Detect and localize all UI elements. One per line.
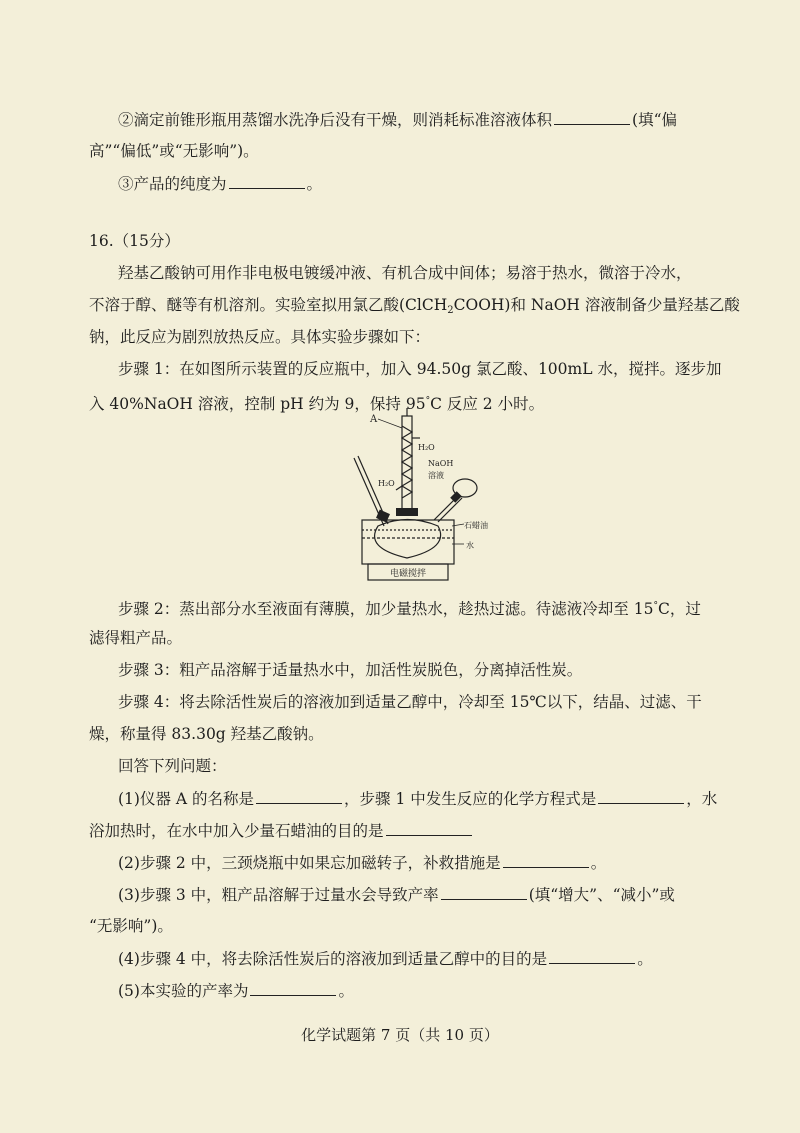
q16-step2-text-2: 滤得粗产品。 <box>89 629 183 647</box>
q16-step2-text-1a: 步骤 2：蒸出部分水至液面有薄膜，加少量热水，趁热过滤。待滤液冷却至 15 <box>118 600 654 618</box>
q16-degree-sign-2: ° <box>653 601 658 611</box>
label-water: 水 <box>466 541 474 550</box>
q16-part3-text-a: (3)步骤 3 中，粗产品溶解于过量水会导致产率 <box>118 886 439 904</box>
q16-part3-line1 <box>118 883 675 906</box>
answer-blank[interactable] <box>250 979 336 996</box>
answer-blank[interactable] <box>229 172 305 189</box>
q16-degree-sign: ° <box>425 396 431 406</box>
q16-intro-text-3: 钠，此反应为剧烈放热反应。具体实验步骤如下： <box>89 328 431 346</box>
answer-blank[interactable] <box>549 947 635 964</box>
q15-item2-text: ②滴定前锥形瓶用蒸馏水洗净后没有干燥，则消耗标准溶液体积 <box>118 111 553 129</box>
q16-part4-text: (4)步骤 4 中，将去除活性炭后的溶液加到适量乙醇中的目的是 <box>118 950 548 968</box>
q16-intro-line2 <box>89 294 740 322</box>
q16-step1-text-2b: C 反应 2 小时。 <box>430 395 545 413</box>
q15-item3-line <box>118 172 322 195</box>
q16-part5-end: 。 <box>338 982 354 1000</box>
thermometer-icon <box>354 456 389 526</box>
q16-part1-text-b: ，步骤 1 中发生反应的化学方程式是 <box>344 790 597 808</box>
q16-number-and-score: 16.（15分） <box>89 232 180 250</box>
q16-step4-text-1: 步骤 4：将去除活性炭后的溶液加到适量乙醇中，冷却至 15℃以下，结晶、过滤、干 <box>118 693 702 711</box>
center-stopper <box>396 508 418 516</box>
q16-step4-line1 <box>118 691 702 713</box>
q16-subscript: 2 <box>447 305 454 316</box>
apparatus-figure <box>340 408 500 588</box>
q16-step1-text-2a: 入 40%NaOH 溶液，控制 pH 约为 9，保持 95 <box>89 395 426 413</box>
q16-intro-line3 <box>89 326 430 348</box>
dropping-funnel-icon <box>434 479 477 522</box>
label-h2o-out: H₂O <box>418 443 435 452</box>
q16-intro-text-1: 羟基乙酸钠可用作非电极电镀缓冲液、有机合成中间体；易溶于热水，微溶于冷水， <box>118 264 692 282</box>
q16-part1-line2 <box>89 819 474 842</box>
q16-part2-end: 。 <box>590 854 607 872</box>
label-solution: 溶液 <box>428 471 444 480</box>
label-paraffin: 石蜡油 <box>464 521 488 530</box>
q16-part1-line1 <box>118 787 717 810</box>
q16-part5-text: (5)本实验的产率为 <box>118 982 249 1000</box>
answer-blank[interactable] <box>386 819 472 836</box>
q16-part1-text-d: 浴加热时，在水中加入少量石蜡油的目的是 <box>89 822 384 840</box>
q16-part2-line <box>118 851 606 874</box>
q15-item2-option-start: (填“偏 <box>632 111 677 129</box>
q16-step2-line2 <box>89 627 182 649</box>
q16-part1-text-c: ，水 <box>686 790 718 808</box>
q15-item2-line1 <box>118 108 677 131</box>
three-neck-flask-icon <box>375 520 441 559</box>
q16-intro-text-2b: COOH)和 NaOH 溶液制备少量羟基乙酸 <box>453 296 740 314</box>
q16-step2-text-1b: C，过 <box>657 600 701 618</box>
q16-part4-end: 。 <box>637 950 653 968</box>
answer-blank[interactable] <box>554 108 630 125</box>
answer-intro <box>118 755 227 777</box>
q16-step4-text-2: 燥，称量得 83.30g 羟基乙酸钠。 <box>89 725 324 743</box>
q16-part3-text-b: (填“增大”、“减小”或 <box>528 886 675 904</box>
answer-blank[interactable] <box>503 851 589 868</box>
q16-part1-text-a: (1)仪器 A 的名称是 <box>118 790 255 808</box>
label-h2o-in: H₂O <box>378 479 395 488</box>
q16-step4-line2 <box>89 723 324 745</box>
q16-step1-text-1: 步骤 1：在如图所示装置的反应瓶中，加入 94.50g 氯乙酸、100mL 水，搅拌。逐步加 <box>118 360 722 378</box>
label-a: A <box>370 414 378 425</box>
q15-item3-text: ③产品的纯度为 <box>118 175 227 193</box>
answer-blank[interactable] <box>598 787 684 804</box>
q16-part3-line2 <box>89 915 173 937</box>
answer-blank[interactable] <box>441 883 527 900</box>
q16-intro-text-2a: 不溶于醇、醚等有机溶剂。实验室拟用氯乙酸(ClCH <box>89 296 448 314</box>
q16-step3-line <box>118 659 582 681</box>
q16-part4-line <box>118 947 653 970</box>
label-naoh: NaOH <box>428 459 454 468</box>
condenser-icon <box>396 408 420 512</box>
q15-item2-line2 <box>89 140 259 162</box>
q15-item2-options: 高”“偏低”或“无影响”)。 <box>89 142 259 160</box>
q16-part3-text-c: “无影响”)。 <box>89 917 173 935</box>
answer-blank[interactable] <box>256 787 342 804</box>
q16-step2-line1 <box>118 595 701 620</box>
q16-intro-line1 <box>118 262 692 284</box>
q16-step3-text: 步骤 3：粗产品溶解于适量热水中，加活性炭脱色，分离掉活性炭。 <box>118 661 583 679</box>
answer-intro-text: 回答下列问题： <box>118 757 227 775</box>
q16-step1-line1 <box>118 358 721 380</box>
q16-header <box>89 230 180 252</box>
label-stirrer: 电磁搅拌 <box>390 569 427 579</box>
q15-item3-end: 。 <box>306 175 323 193</box>
q16-part2-text: (2)步骤 2 中，三颈烧瓶中如果忘加磁转子，补救措施是 <box>118 854 501 872</box>
page-footer: 化学试题第 7 页（共 10 页） <box>301 1026 499 1044</box>
q16-part5-line <box>118 979 354 1002</box>
